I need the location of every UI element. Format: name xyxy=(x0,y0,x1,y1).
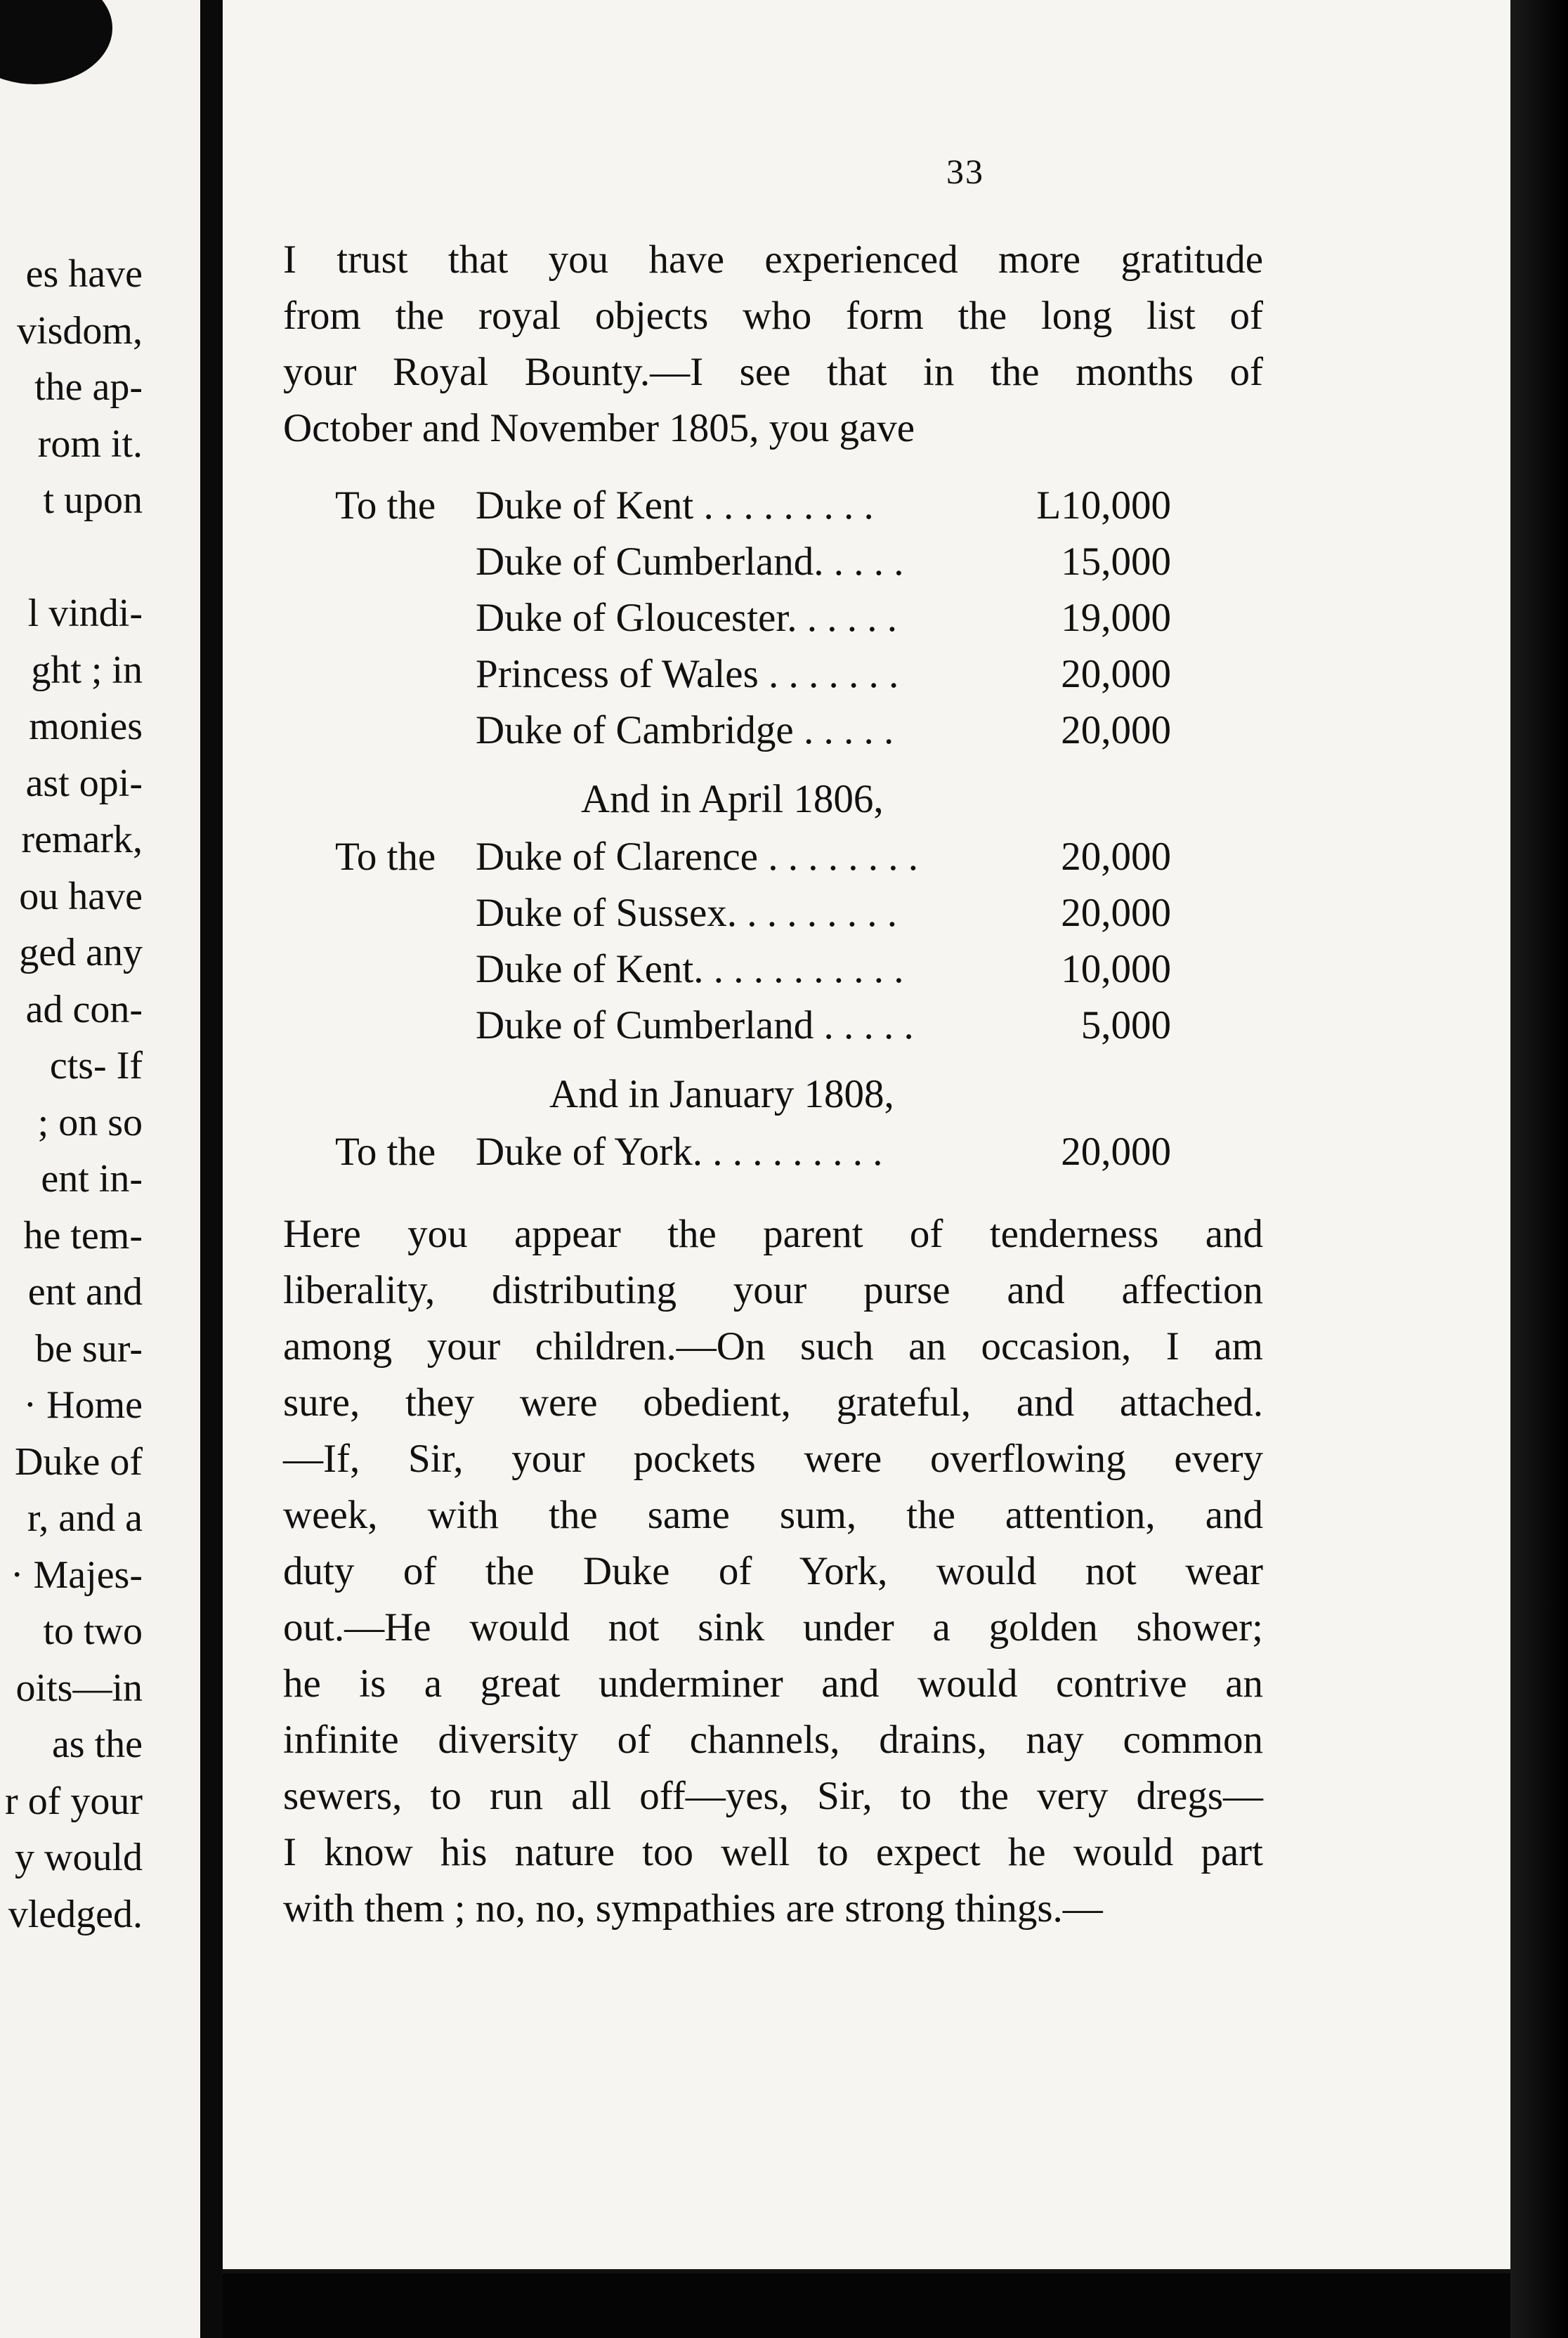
left-page-line: ast opi- xyxy=(25,761,143,805)
closing-paragraph xyxy=(283,1206,1263,1937)
grant-recipient: Duke of York. . . . . . . . . . xyxy=(476,1130,883,1174)
left-page-line: r of your xyxy=(5,1779,143,1823)
left-facing-page xyxy=(0,0,200,2338)
closing-line: infinite diversity of channels, drains, nay common xyxy=(283,1718,1263,1762)
left-page-line: · Home xyxy=(23,1383,143,1427)
closing-line: out.—He would not sink under a golden shower; xyxy=(283,1605,1263,1650)
left-page-line: vledged. xyxy=(8,1892,143,1936)
grant-amount: 10,000 xyxy=(1061,947,1171,991)
grant-amount: 19,000 xyxy=(1061,596,1171,640)
grant-recipient: Duke of Cumberland. . . . . xyxy=(476,540,904,584)
closing-line: duty of the Duke of York, would not wear xyxy=(283,1549,1263,1593)
left-page-line: the ap- xyxy=(34,365,143,409)
left-page-line: visdom, xyxy=(17,308,143,353)
right-page xyxy=(223,0,1510,2273)
left-page-line: ght ; in xyxy=(31,648,143,692)
grant-recipient: Duke of Sussex. . . . . . . . . xyxy=(476,891,898,935)
grant-recipient: Duke of Kent. . . . . . . . . . . xyxy=(476,947,904,991)
left-page-line: ged any xyxy=(19,931,143,974)
closing-line: with them ; no, no, sympathies are strong things.— xyxy=(283,1886,1103,1931)
left-page-line: t upon xyxy=(43,478,143,522)
left-page-line: ad con- xyxy=(25,987,143,1031)
grant-amount: 20,000 xyxy=(1061,652,1171,696)
grant-prefix: To the xyxy=(335,1130,436,1174)
grant-amount: 20,000 xyxy=(1061,708,1171,752)
page-edge-shadow xyxy=(1510,0,1568,2338)
grant-prefix: To the xyxy=(335,483,436,528)
left-page-line: to two xyxy=(43,1609,143,1653)
left-page-line: ent in- xyxy=(41,1157,143,1201)
grant-recipient: Duke of Gloucester. . . . . . xyxy=(476,596,897,640)
closing-line: sewers, to run all off—yes, Sir, to the very dregs— xyxy=(283,1774,1263,1818)
closing-line: sure, they were obedient, grateful, and attached. xyxy=(283,1380,1263,1425)
grant-amount: 15,000 xyxy=(1061,540,1171,584)
left-page-line: es have xyxy=(25,252,143,296)
page-curl-shadow xyxy=(0,0,112,84)
left-page-line: Duke of xyxy=(15,1439,143,1484)
left-page-line: ou have xyxy=(19,874,143,918)
left-page-line: ent and xyxy=(27,1270,143,1314)
left-page-line: rom it. xyxy=(37,422,143,466)
closing-line: I know his nature too well to expect he would part xyxy=(283,1830,1263,1874)
grant-recipient: Duke of Cambridge . . . . . xyxy=(476,708,894,752)
left-page-line: l vindi- xyxy=(27,592,143,635)
intro-paragraph xyxy=(283,232,1263,457)
grant-prefix: To the xyxy=(335,835,436,879)
left-page-line: he tem- xyxy=(23,1213,143,1258)
closing-line: —If, Sir, your pockets were overflowing every xyxy=(283,1437,1263,1481)
left-page-line: cts- If xyxy=(49,1044,143,1088)
closing-line: Here you appear the parent of tenderness and xyxy=(283,1212,1263,1256)
grant-recipient: Duke of Clarence . . . . . . . . xyxy=(476,835,918,879)
closing-line: week, with the same sum, the attention, and xyxy=(283,1493,1263,1537)
heading-april-1806: And in April 1806, xyxy=(581,777,884,821)
left-page-line: remark, xyxy=(21,818,143,861)
heading-january-1808: And in January 1808, xyxy=(549,1072,894,1116)
left-page-line: as the xyxy=(51,1723,143,1766)
left-page-line: y would xyxy=(15,1836,143,1879)
grant-amount: L10,000 xyxy=(1036,483,1171,528)
intro-line: October and November 1805, you gave xyxy=(283,406,915,450)
intro-line: I trust that you have experienced more gratitude xyxy=(283,237,1263,282)
left-page-line: ; on so xyxy=(37,1100,143,1144)
page-number: 33 xyxy=(946,152,984,191)
left-page-line: · Majes- xyxy=(10,1553,143,1597)
left-page-line: monies xyxy=(29,705,143,748)
left-page-line: oits—in xyxy=(15,1666,143,1710)
grant-recipient: Princess of Wales . . . . . . . xyxy=(476,652,899,696)
grant-amount: 20,000 xyxy=(1061,1130,1171,1174)
left-page-line: be sur- xyxy=(35,1326,143,1371)
grant-recipient: Duke of Cumberland . . . . . xyxy=(476,1003,914,1047)
grant-amount: 20,000 xyxy=(1061,891,1171,935)
grant-recipient: Duke of Kent . . . . . . . . . xyxy=(476,483,874,528)
book-gutter xyxy=(200,0,223,2338)
intro-line: your Royal Bounty.—I see that in the months of xyxy=(283,350,1263,394)
closing-line: he is a great underminer and would contrive an xyxy=(283,1661,1263,1706)
grant-amount: 20,000 xyxy=(1061,835,1171,879)
left-page-line: r, and a xyxy=(27,1496,143,1540)
closing-line: among your children.—On such an occasion, I am xyxy=(283,1324,1263,1369)
grant-amount: 5,000 xyxy=(1080,1003,1171,1047)
closing-line: liberality, distributing your purse and affection xyxy=(283,1268,1263,1312)
intro-line: from the royal objects who form the long list of xyxy=(283,294,1263,338)
